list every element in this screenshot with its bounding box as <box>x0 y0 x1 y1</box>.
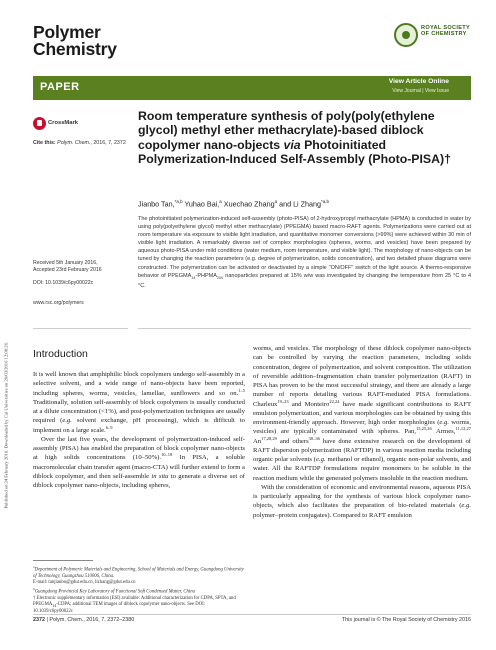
divider <box>33 328 128 329</box>
footnotes <box>33 564 245 616</box>
paragraph: Over the last five years, the development of polymerization-induced self-assembly (PISA) has enabled the preparation of block copolymer nano-objects at high solids concentrations (10–50%).$^{10-18}$ In PISA, a soluble macromolecular chain transfer agent (macro-CTA) will further extend to form a diblock copolymer, and then self-assemble in situ to generate a diverse set of diblock copolymer nano-objects, including spheres, <box>33 435 245 489</box>
body-column-left <box>33 370 245 490</box>
page-number: 2372 <box>33 617 45 623</box>
author-list: Jianbo Tan,$^{*a,b}$ Yuhao Bai,$^a$ Xuechao Zhang$^a$ and Li Zhang$^{*a,b}$ <box>138 199 330 209</box>
copyright: This journal is © The Royal Society of Chemistry 2016 <box>341 617 471 623</box>
reference-link[interactable]: 10–18 <box>161 452 173 458</box>
reference-link[interactable]: 1–5 <box>238 387 245 393</box>
body-column-right <box>253 344 471 520</box>
divider <box>138 328 471 329</box>
paragraph: worms, and vesicles. The morphology of these diblock copolymer nano-objects can be controlled by varying the reaction parameters, including solids concentration, degree of polymerization, and solvent composition. The utilization of reversible addition–fragmentation chain transfer polymerization (RAFT) in PISA has proven to be the most successful strategy, and there are already a large number of reports detailing various RAFT-mediated PISA formulations. Charleux$^{19-23}$ and Monteiro$^{22,24}$ have made significant contributions to RAFT emulsion polymerization, and various morphologies can be obtained by using this environment-friendly approach. However, high order morphologies (e.g. worms, vesicles) are typically contaminated with spheres. Pan,$^{15,25,26}$ Armes,$^{11,12,27}$ An$^{17,28,29}$ and others$^{30-36}$ have done extensive research on the development of RAFT dispersion polymerization (RAFTDP) in various reaction media including organic polar solvents (e.g. methanol or ethanol), organic non-polar solvents, and water. All the RAFTDP formulations require monomers to be soluble in the reaction medium while the generated polymers insoluble in the reaction medium. <box>253 345 471 482</box>
doi-link[interactable]: DOI: 10.1039/c6py00022c <box>33 279 94 286</box>
journal-url-link[interactable]: www.rsc.org/polymers <box>33 300 84 306</box>
page-footer: 2372 | Polym. Chem., 2016, 7, 2372–2380 This journal is © The Royal Society of Chemistry 2016 <box>33 617 471 623</box>
paragraph: It is well known that amphiphilic block copolymers undergo self-assembly in a selective solvent, and a wide range of nano-objects have been reported, including spheres, worms, vesicles, lamellae, sunflowers and so on.$^{1-5}$ Traditionally, solution self-assembly of block copolymers is usually conducted at a dilute concentration (<1%), and post-polymerization techniques are usually required (e.g. solvent exchange, pH processing), which is difficult to implement on a large scale.$^{6-9}$ <box>33 371 246 434</box>
reference-link[interactable]: 6–9 <box>105 424 113 430</box>
download-note: Published on 24 February 2016. Downloaded by Cal Universities on 26/03/2016 12:08:26. <box>3 341 9 509</box>
section-heading: Introduction <box>33 348 88 360</box>
reference-link[interactable]: 11,12,27 <box>455 426 471 432</box>
reference-link[interactable]: 22,24 <box>329 398 340 404</box>
view-article-online-link[interactable]: View Article Online <box>388 78 449 85</box>
author-link[interactable]: Xuechao Zhang <box>221 199 275 209</box>
article-type: PAPER <box>40 81 80 93</box>
esi-note: † Electronic supplementary information (ESI) available: Additional characterization for CDPA, SPTA, and $PPEGMA_{14}$-CDPA; additional TEM images of diblock copolymer nano-objects. See DOI: 10.1039/c6py00022c <box>33 595 236 615</box>
abstract: The photoinitiated polymerization-induced self-assembly (photo-PISA) of 2-hydroxypropyl methacrylate (HPMA) is conducted in water by using poly(polyethylene glycol) methyl ether methacrylate) (PPEGMA) based macro-RAFT agents. Polymerizations were carried out at room temperature via exposure to visible light irradiation, and quantitative monomer conversions (>99%) were achieved within 30 min of visible light irradiation. A remarkably diverse set of complex morphologies (spheres, worms, and vesicles) have been prepared by aqueous photo-PISA under mild conditions (water medium, room temperature, and visible light). The morphology of nano-objects can be tuned by changing the reaction parameters (e.g. degree of polymerization, solids concentration), and two detailed phase diagrams were constructed. The polymerization can be activated or deactivated by a simple "ON/OFF" switch of the light source. A thermo-responsive behavior of $PPEGMA_{14}-PHPMA_{200}$ nanoparticles prepared at 15% w/w was investigated by changing the temperature from 25 °C to 4 °C. <box>138 216 471 289</box>
affiliation-b: $^b$Guangdong Provincial Key Laboratory of Functional Soft Condensed Matter, China <box>33 587 195 595</box>
view-journal-issue-link[interactable]: View Journal | View Issue <box>392 88 449 94</box>
article-title: Room temperature synthesis of poly(poly(ethylene glycol) methyl ether methacrylate)-based diblock copolymer nano-objects via Photoinitiated Polymerization-Induced Self-Assembly (Photo-PISA)† <box>138 109 451 166</box>
author-link[interactable]: Jianbo Tan, <box>138 199 175 209</box>
rsc-logo[interactable]: ROYAL SOCIETY OF CHEMISTRY <box>394 19 470 61</box>
received-dates: Received 5th January 2016, Accepted 23rd February 2016 DOI: 10.1039/c6py00022c <box>33 260 128 287</box>
rsc-crest-icon <box>394 23 418 47</box>
paper-banner <box>33 76 471 100</box>
citation: Cite this: Polym. Chem., 2016, 7, 2372 <box>33 140 126 146</box>
crossmark-badge[interactable]: CrossMark <box>33 117 83 131</box>
reference-link[interactable]: 30–36 <box>308 435 320 441</box>
crossmark-icon <box>33 117 46 130</box>
reference-link[interactable]: 15,25,26 <box>416 426 432 432</box>
author-link[interactable]: Yuhao Bai, <box>182 199 220 209</box>
author-link[interactable]: and Li Zhang <box>277 199 322 209</box>
paragraph: With the consideration of economic and environmental reasons, aqueous PISA is particularly appealing for the synthesis of various block copolymer nano-objects, which also facilitates the preparation of bio-related materials (e.g. polymer–protein conjugates). Compared to RAFT emulsion <box>253 483 471 519</box>
footer-divider <box>33 614 471 615</box>
affiliation-a: $^a$Department of Polymeric Materials and Engineering, School of Materials and Energy, Guangdong University of Technology, Guangzhou 510006, China. <box>33 565 244 579</box>
reference-link[interactable]: 19–23 <box>277 398 289 404</box>
email-link[interactable]: E-mail: tanjianbo@gdut.edu.cn, lizhang@gdut.edu.cn <box>33 579 136 585</box>
journal-name[interactable]: Polymer Chemistry <box>33 22 117 59</box>
footnote-divider <box>33 560 93 561</box>
reference-link[interactable]: 17,28,29 <box>261 435 277 441</box>
